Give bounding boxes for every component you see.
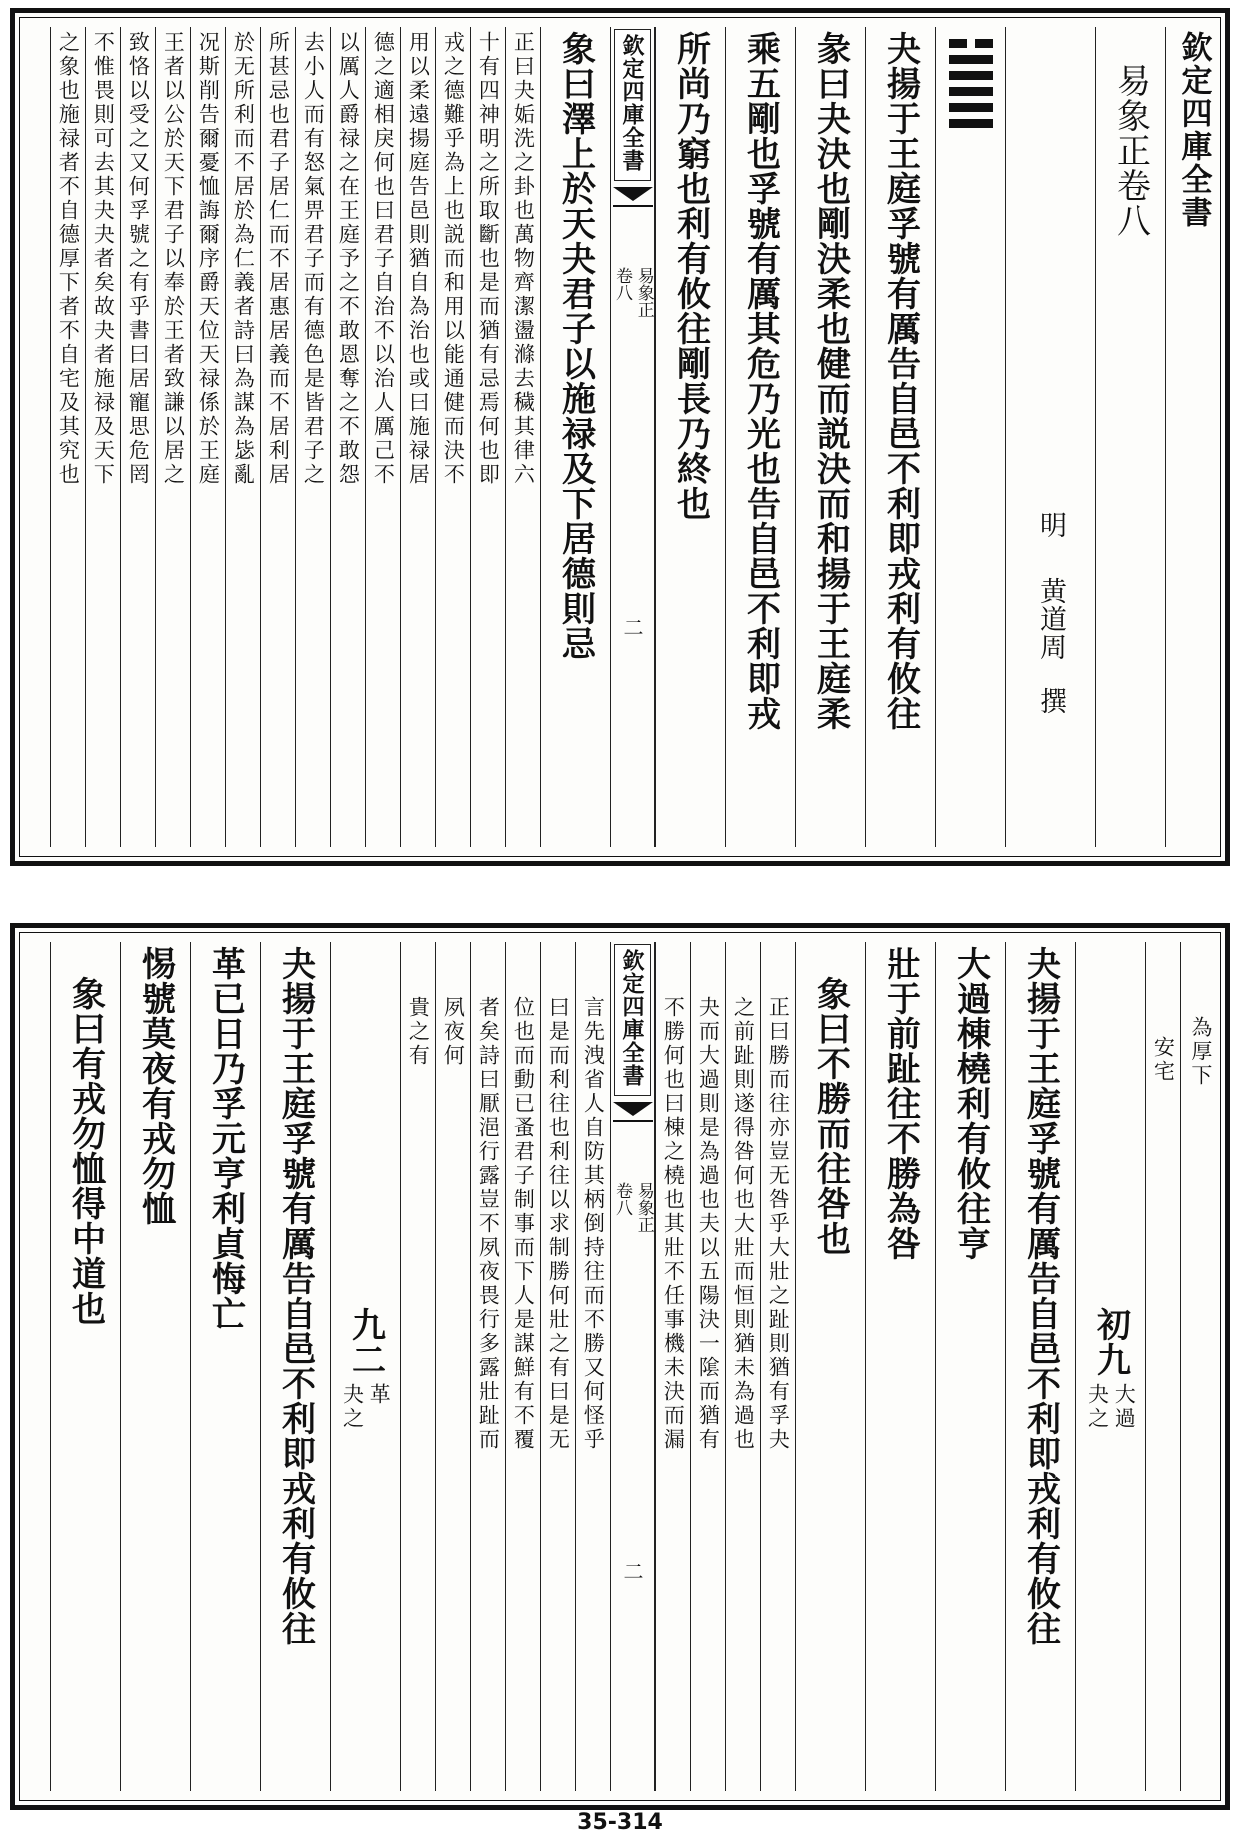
guai-hexagram-icon bbox=[949, 39, 993, 128]
commentary-line: 位也而動已蚤君子制事而下人是謀鮮有不覆 bbox=[505, 942, 540, 1791]
line-label: 九二 bbox=[345, 1306, 386, 1377]
commentary-line: 於无所利而不居於為仁義者詩曰為謀為毖亂 bbox=[225, 27, 260, 847]
text-line: 象曰澤上於天夬君子以施禄及下居德則忌 bbox=[540, 27, 610, 847]
commentary-line: 正曰勝而往亦豈无咎乎大壯之趾則猶有孚夬 bbox=[760, 942, 795, 1791]
text-line: 象曰有戎勿恤得中道也 bbox=[50, 942, 120, 1791]
text-line: 彖曰夬決也剛決柔也健而説決而和揚于王庭柔 bbox=[795, 27, 865, 847]
text-line: 所尚乃窮也利有攸往剛長乃終也 bbox=[655, 27, 725, 847]
commentary-line: 戎之德難乎為上也説而和用以能通健而決不 bbox=[435, 27, 470, 847]
author-role: 撰 bbox=[1035, 687, 1066, 715]
commentary-line: 不惟畏則可去其夬夬者矣故夬者施禄及天下 bbox=[85, 27, 120, 847]
line-label-column: 初九 夬之 大過 bbox=[1075, 942, 1145, 1791]
fold-subtitle-a: 易象正 bbox=[633, 267, 654, 318]
text-line: 乘五剛也孚號有厲其危乃光也告自邑不利即戎 bbox=[725, 27, 795, 847]
header-column bbox=[1165, 27, 1220, 847]
margin-column bbox=[27, 27, 50, 847]
commentary-line: 王者以公於天下君子以奉於王者致謙以居之 bbox=[155, 27, 190, 847]
commentary-line: 之前趾則遂得咎何也大壯而恒則猶未為過也 bbox=[725, 942, 760, 1791]
commentary-line: 言先洩省人自防其柄倒持往而不勝又何怪乎 bbox=[575, 942, 610, 1791]
scan-page-number: 35-314 bbox=[577, 1810, 663, 1835]
author-column bbox=[1005, 27, 1095, 847]
text-line: 惕號莫夜有戎勿恤 bbox=[120, 942, 190, 1791]
fold-page-number: 二 bbox=[620, 1561, 644, 1581]
text-line: 夬揚于王庭孚號有厲告自邑不利即戎利有攸往 bbox=[865, 27, 935, 847]
fold-page-number: 二 bbox=[620, 617, 644, 637]
page-top bbox=[10, 8, 1230, 866]
commentary-line: 正曰夬姤洗之卦也萬物齊潔盪滌去穢其律六 bbox=[505, 27, 540, 847]
fold-title: 欽定四庫全書 bbox=[619, 34, 645, 172]
commentary-line: 貴之有 bbox=[400, 942, 435, 1791]
center-fold bbox=[610, 27, 655, 847]
text-line: 夬揚于王庭孚號有厲告自邑不利即戎利有攸往 bbox=[1005, 942, 1075, 1791]
book-header: 欽定四庫全書 bbox=[1175, 31, 1212, 229]
commentary-line: 用以柔遠揚庭告邑則猶自為治也或曰施禄居 bbox=[400, 27, 435, 847]
author-dynasty: 明 bbox=[1035, 511, 1066, 539]
commentary-line: 所甚忌也君子居仁而不居惠居義而不居利居 bbox=[260, 27, 295, 847]
commentary-line: 夙夜何 bbox=[435, 942, 470, 1791]
margin-column bbox=[27, 942, 50, 1791]
volume-title: 易象正卷八 bbox=[1110, 63, 1151, 238]
center-fold bbox=[610, 942, 655, 1791]
commentary-line: 曰是而利往也利往以求制勝何壯之有曰是无 bbox=[540, 942, 575, 1791]
fold-subtitle-b: 卷八 bbox=[612, 267, 632, 301]
text-line: 壯于前趾往不勝為咎 bbox=[865, 942, 935, 1791]
title-column bbox=[1095, 27, 1165, 847]
fold-subtitle-a: 易象正 bbox=[633, 1182, 654, 1233]
commentary-line: 德之適相戾何也曰君子自治不以治人厲己不 bbox=[365, 27, 400, 847]
commentary-line: 十有四神明之所取斷也是而猶有忌焉何也即 bbox=[470, 27, 505, 847]
text-line: 象曰不勝而往咎也 bbox=[795, 942, 865, 1791]
carry-over-line: 為厚下 bbox=[1180, 942, 1220, 1791]
commentary-line: 之象也施禄者不自德厚下者不自宅及其究也 bbox=[50, 27, 85, 847]
text-line: 夬揚于王庭孚號有厲告自邑不利即戎利有攸往 bbox=[260, 942, 330, 1791]
commentary-line: 者矣詩曰厭浥行露豈不夙夜畏行多露壯趾而 bbox=[470, 942, 505, 1791]
text-line: 大過棟橈利有攸往亨 bbox=[935, 942, 1005, 1791]
carry-over-line: 安宅 bbox=[1145, 942, 1180, 1791]
line-label: 初九 bbox=[1090, 1306, 1131, 1377]
fold-title: 欽定四庫全書 bbox=[619, 949, 645, 1087]
text-line: 革已日乃孚元亨利貞悔亡 bbox=[190, 942, 260, 1791]
fold-subtitle-b: 卷八 bbox=[612, 1182, 632, 1216]
commentary-line: 以厲人爵禄之在王庭予之不敢恩奪之不敢怨 bbox=[330, 27, 365, 847]
page-bottom bbox=[10, 923, 1230, 1810]
commentary-line: 况斯削告爾憂恤誨爾序爵天位天禄係於王庭 bbox=[190, 27, 225, 847]
author-name: 黄道周 bbox=[1035, 577, 1066, 661]
commentary-line: 去小人而有怒氣畀君子而有德色是皆君子之 bbox=[295, 27, 330, 847]
commentary-line: 不勝何也曰棟之橈也其壯不任事機未決而漏 bbox=[655, 942, 690, 1791]
commentary-line: 致恪以受之又何孚號之有乎書曰居寵思危罔 bbox=[120, 27, 155, 847]
hexagram-column bbox=[935, 27, 1005, 847]
commentary-line: 夬而大過則是為過也夫以五陽決一隂而猶有 bbox=[690, 942, 725, 1791]
line-label-column: 九二 夬之 革 bbox=[330, 942, 400, 1791]
